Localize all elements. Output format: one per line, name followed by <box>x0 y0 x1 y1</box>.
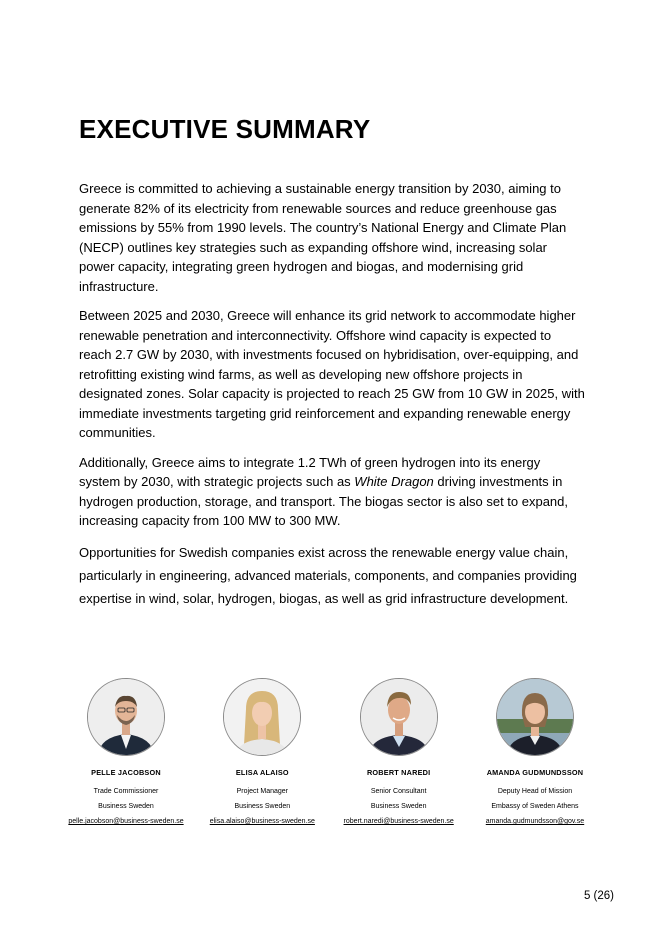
contact-name: ELISA ALAISO <box>235 768 289 777</box>
contact-organization: Embassy of Sweden Athens <box>491 803 579 810</box>
contact-role: Deputy Head of Mission <box>497 788 573 795</box>
contact-card <box>331 678 467 825</box>
contact-name: ROBERT NAREDI <box>366 768 431 777</box>
person-photo-icon <box>88 679 164 755</box>
contact-organization: Business Sweden <box>98 803 154 810</box>
contact-email-link[interactable]: pelle.jacobson@business-sweden.se <box>68 818 184 825</box>
paragraph-2: Between 2025 and 2030, Greece will enhance its grid network to accommodate higher renewable penetration and interconnectivity. Offshore wind capacity is expected to reach 2.7 GW by 2030, with investments focused on hybridisation, over-equipping, and retrofitting existing wind farms, as well as developing new offshore projects in designated zones. Solar capacity is projected to reach 25 GW from 10 GW in 2025, with immediate investments targeting grid reinforcement and expanding renewable energy communities. <box>79 308 585 440</box>
contact-email-link[interactable]: elisa.alaiso@business-sweden.se <box>209 818 315 825</box>
avatar <box>496 678 574 756</box>
paragraph-4: Opportunities for Swedish companies exist across the renewable energy value chain, particularly in engineering, advanced materials, components, and companies providing expertise in wind, solar, hydrogen, biogas, as well as grid infrastructure development. <box>79 544 577 606</box>
person-photo-icon <box>497 679 573 755</box>
contact-organization: Business Sweden <box>370 803 427 810</box>
summary-body <box>79 179 585 620</box>
contact-name: PELLE JACOBSON <box>91 768 161 777</box>
contact-email-link[interactable]: amanda.gudmundsson@gov.se <box>485 818 585 825</box>
person-photo-icon <box>361 679 437 755</box>
page-title: EXECUTIVE SUMMARY <box>79 114 371 144</box>
contact-email-link[interactable]: robert.naredi@business-sweden.se <box>343 818 454 825</box>
paragraph-3-text-end: driving investments in hydrogen production, storage, and transport. The biogas sector is also set to expand, increasing capacity from 100 MW to 300 MW. <box>79 474 569 528</box>
avatar <box>223 678 301 756</box>
contact-role: Senior Consultant <box>370 788 427 795</box>
paragraph-1: Greece is committed to achieving a sustainable energy transition by 2030, aiming to generate 82% of its electricity from renewable sources and reduce greenhouse gas emissions by 55% from 1990 levels. The country’s National Energy and Climate Plan (NECP) outlines key strategies such as expanding offshore wind, increasing solar power capacity, integrating green hydrogen and biogas, and modernising grid infrastructure. <box>79 181 567 294</box>
contact-role: Project Manager <box>236 788 288 795</box>
project-name-italic: White Dragon <box>354 474 434 489</box>
person-photo-icon <box>224 679 300 755</box>
contact-card <box>194 678 330 825</box>
page-number: 5 (26) <box>583 890 614 902</box>
contact-organization: Business Sweden <box>234 803 291 810</box>
contact-role: Trade Commissioner <box>93 788 159 795</box>
avatar <box>87 678 165 756</box>
contact-list <box>58 678 603 825</box>
contact-name: AMANDA GUDMUNDSSON <box>486 768 584 777</box>
contact-card <box>58 678 194 825</box>
contact-card <box>467 678 603 825</box>
paragraph-3-text-start: Additionally, Greece aims to integrate 1.2 TWh of green hydrogen into its energy system by 2030, with strategic projects such as <box>79 454 541 489</box>
avatar <box>360 678 438 756</box>
paragraph-3 <box>79 453 585 531</box>
